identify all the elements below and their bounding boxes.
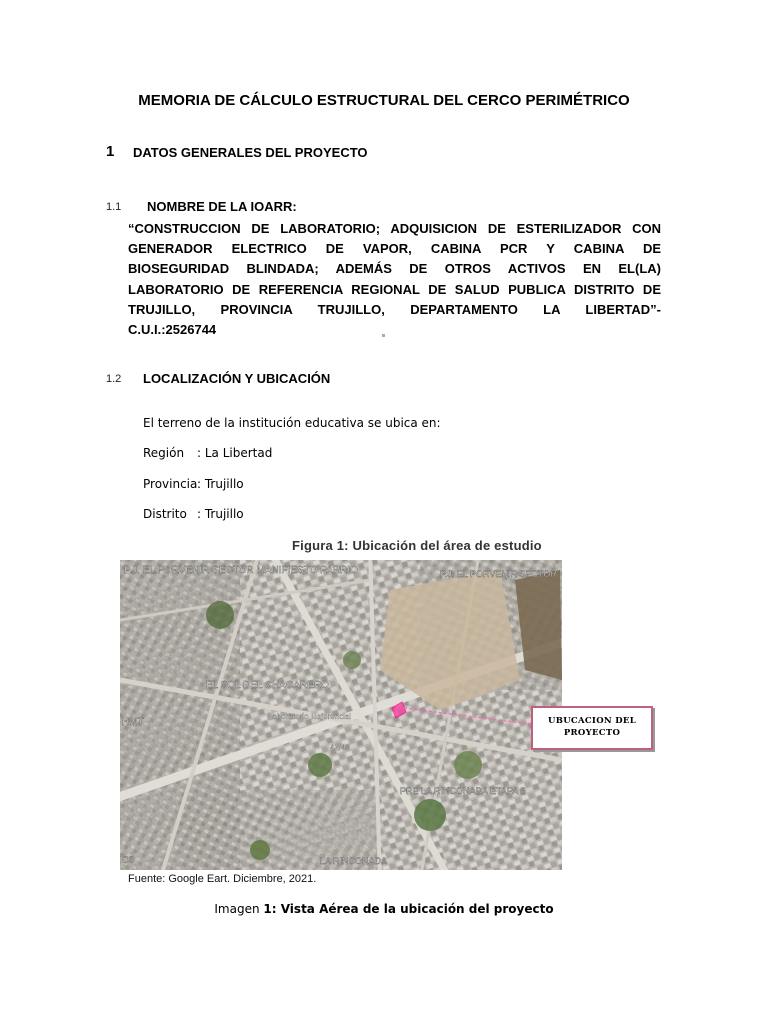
callout-line: UBUCACION DEL — [548, 716, 636, 726]
project-location-callout — [531, 706, 653, 750]
subsection-number: 1.1 — [106, 201, 122, 213]
subsection-title: NOMBRE DE LA IOARR: — [147, 199, 297, 214]
callout-line: PROYECTO — [563, 728, 621, 738]
region-label: Región — [143, 446, 185, 460]
map-label: PRE LA RINCONADA ETAPA 2 — [400, 786, 526, 796]
project-line: BIOSEGURIDAD BLINDADA; ADEMÁS DE OTROS ACTIVOS EN EL(LA) — [128, 261, 661, 277]
map-label: P.J. EL PORVENIR SECTOR — [440, 569, 557, 579]
map-label: 42/43 — [330, 743, 351, 752]
distrito-value: : Trujillo — [197, 507, 244, 521]
image-caption — [0, 902, 768, 916]
project-line: TRUJILLO, PROVINCIA TRUJILLO, DEPARTAMENTO LA LIBERTAD”- — [128, 301, 661, 317]
stray-dot — [382, 334, 385, 337]
location-intro: El terreno de la institución educativa se ubica en: — [143, 416, 441, 430]
image-caption-prefix: Imagen — [214, 902, 264, 916]
section-title: DATOS GENERALES DEL PROYECTO — [133, 145, 368, 160]
figure-source: Fuente: Google Eart. Diciembre, 2021. — [128, 873, 317, 885]
subsection-number: 1.2 — [106, 373, 122, 385]
map-label: P.J. EL PORVENIR SECTOR MANIFIESTO PARRIO — [124, 565, 358, 576]
image-caption-text: 1: Vista Aérea de la ubicación del proyecto — [263, 902, 554, 916]
map-label: CS — [122, 855, 135, 865]
provincia-value: : Trujillo — [197, 477, 244, 491]
project-line: C.U.I.:2526744 — [128, 322, 217, 338]
figure-caption: Figura 1: Ubicación del área de estudio — [292, 538, 542, 553]
project-line: GENERADOR ELECTRICO DE VAPOR, CABINA PCR Y CABINA DE — [128, 241, 661, 257]
project-line: “CONSTRUCCION DE LABORATORIO; ADQUISICION DE ESTERILIZADOR CON — [128, 221, 661, 236]
subsection-title: LOCALIZACIÓN Y UBICACIÓN — [143, 371, 331, 386]
map-label: EL SOL DEL CHACARERO — [206, 680, 329, 691]
distrito-label: Distrito — [143, 507, 187, 521]
map-label: HMT — [122, 717, 144, 728]
aerial-map — [120, 560, 562, 870]
map-label: LA RINCONADA — [320, 856, 388, 866]
section-number: 1 — [106, 143, 115, 160]
map-label: Laboratorio Referencial — [268, 712, 352, 721]
project-name — [128, 219, 661, 340]
project-line: LABORATORIO DE REFERENCIA REGIONAL DE SALUD PUBLICA DISTRITO DE — [128, 281, 661, 297]
provincia-label: Provincia — [143, 477, 198, 491]
page-title: MEMORIA DE CÁLCULO ESTRUCTURAL DEL CERCO PERIMÉTRICO — [138, 92, 630, 109]
region-value: : La Libertad — [197, 446, 273, 460]
